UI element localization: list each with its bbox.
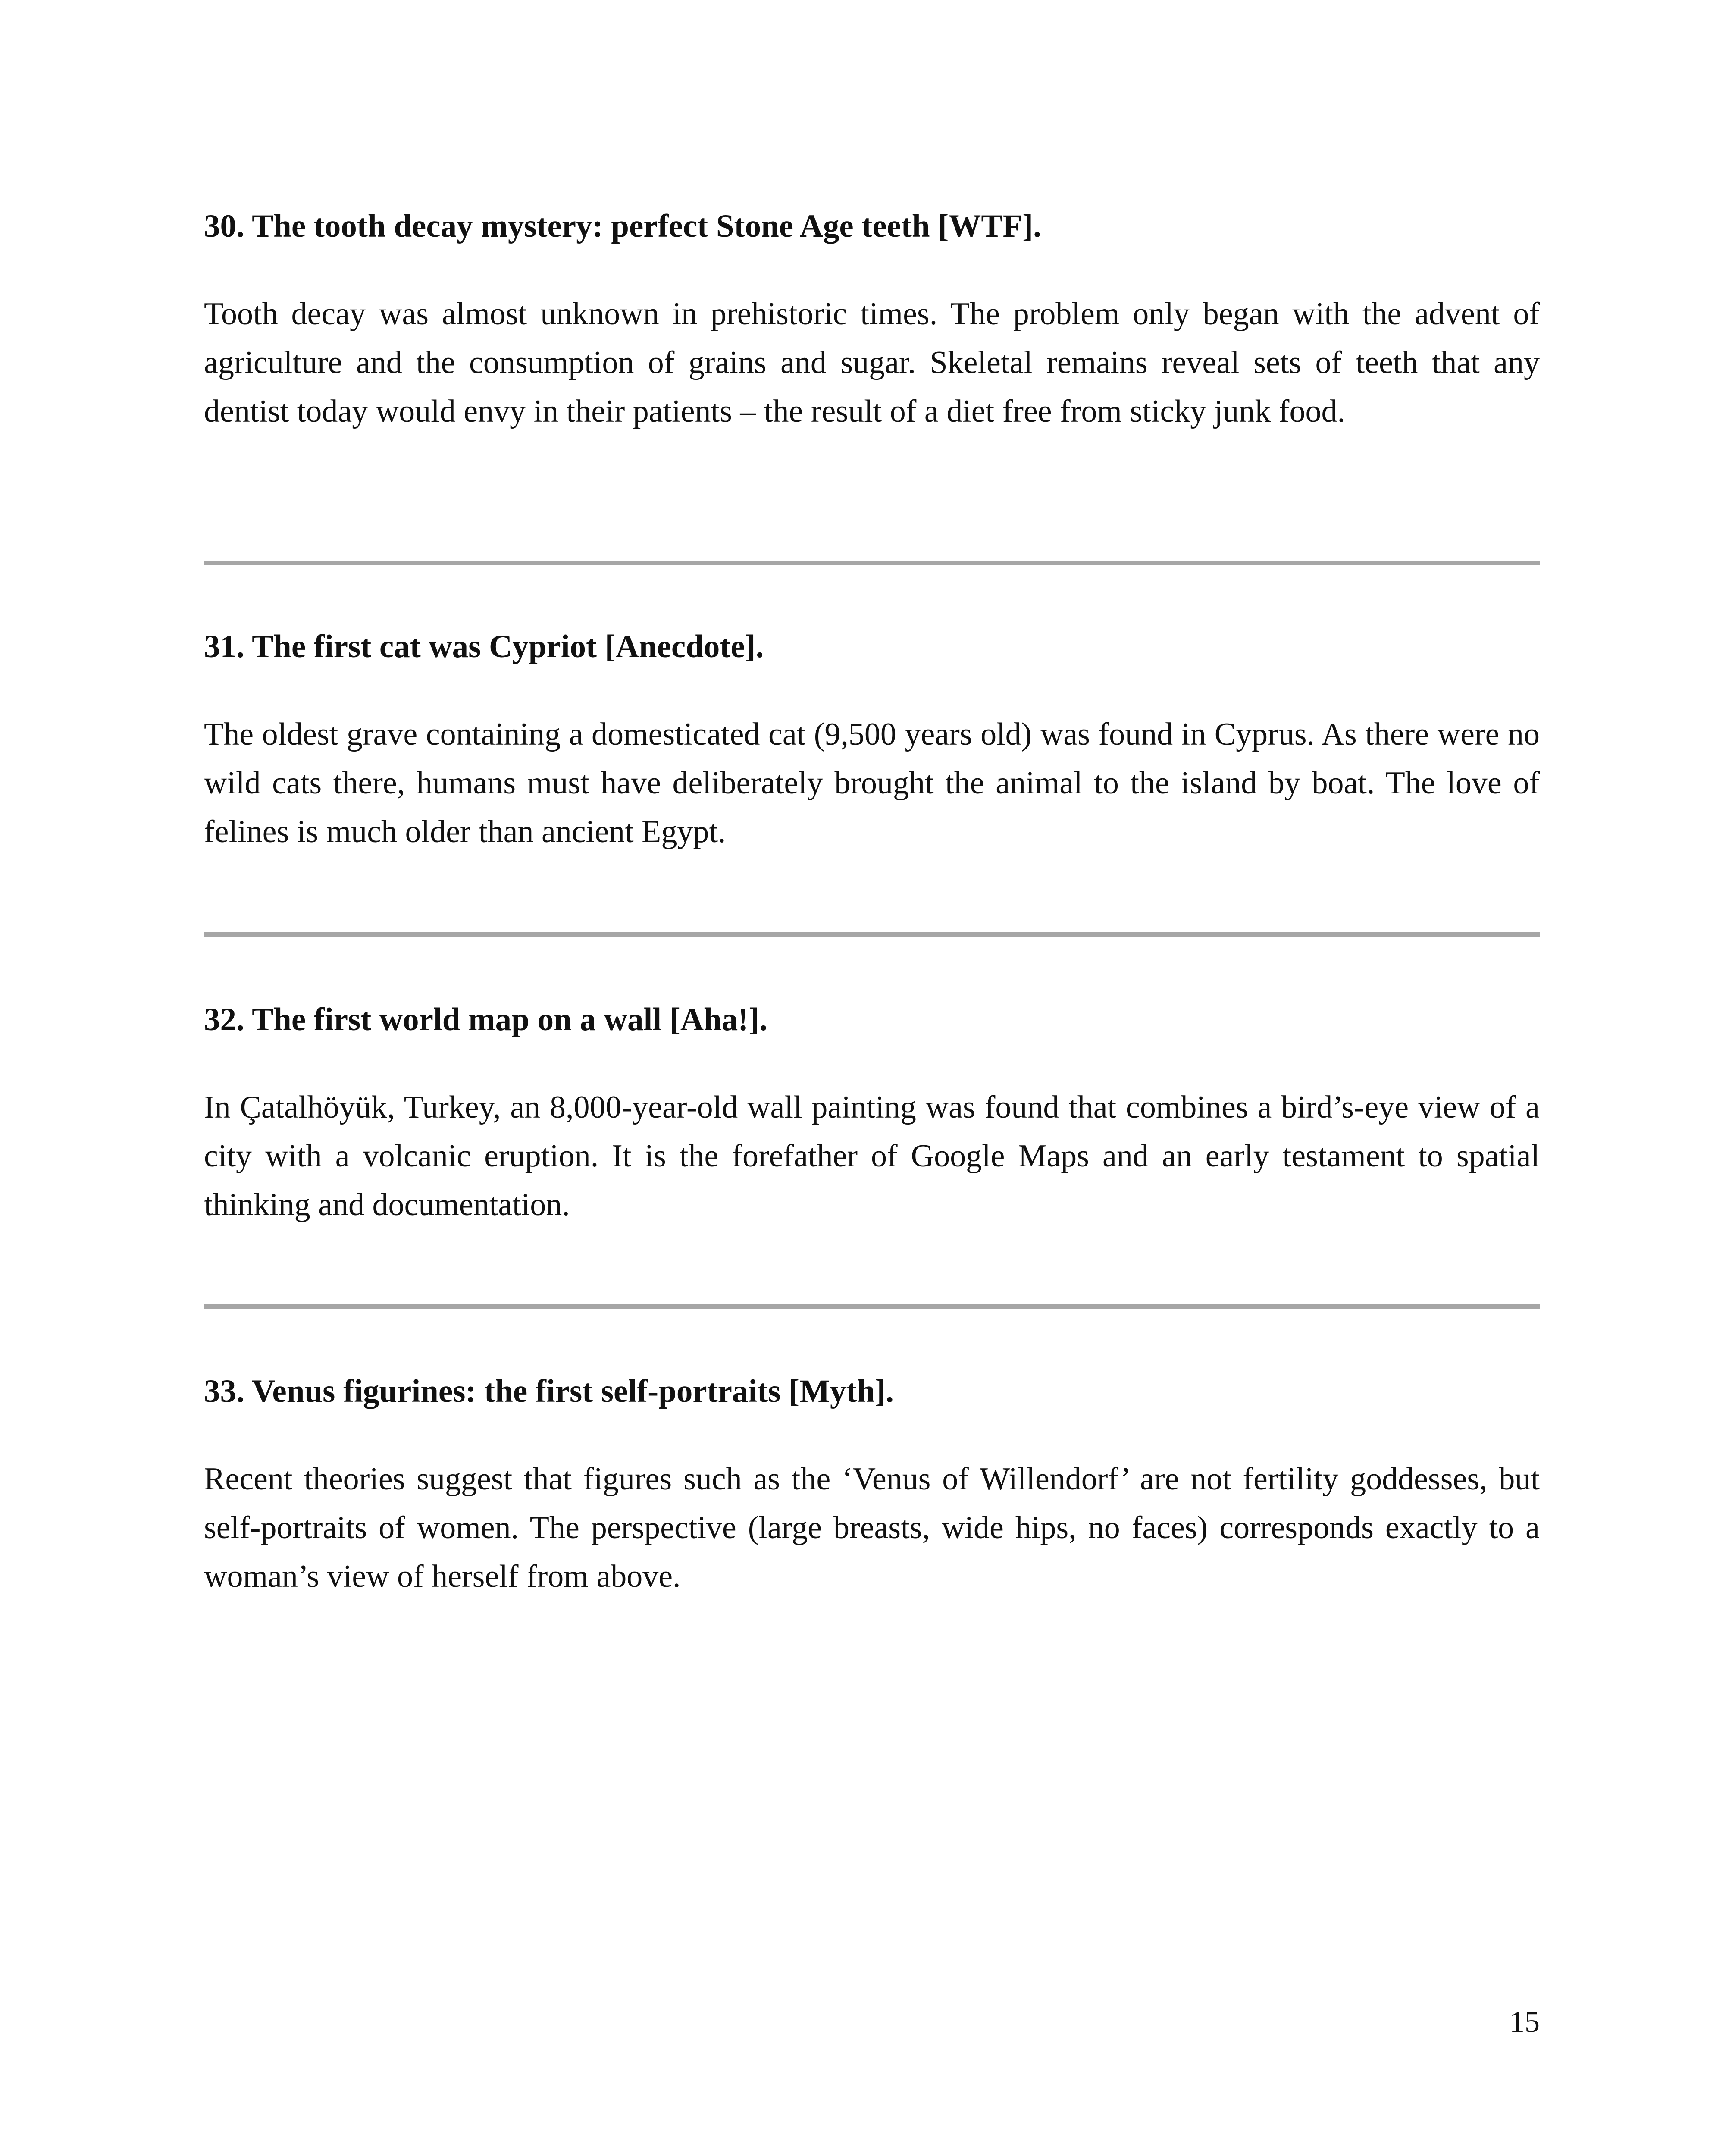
- section-body: In Çatalhöyük, Turkey, an 8,000-year-old wall painting was found that combines a bird’s-eye view of a city with a volcanic eruption. It is the forefather of Google Maps and an early testament to spatial thinking and documentation.: [204, 1090, 1540, 1222]
- section-32: [204, 1000, 1540, 1229]
- section-31: [204, 627, 1540, 856]
- section-heading: 33. Venus figurines: the first self-portraits [Myth].: [204, 1373, 894, 1409]
- section-heading: 30. The tooth decay mystery: perfect Stone Age teeth [WTF].: [204, 208, 1041, 244]
- page-number: 15: [1510, 2006, 1540, 2039]
- section-heading: 32. The first world map on a wall [Aha!].: [204, 1002, 767, 1037]
- section-body: Recent theories suggest that figures such as the ‘Venus of Willendorf’ are not fertility goddesses, but self-portraits of women. The perspective (large breasts, wide hips, no faces) corresponds exactly to a woman’s view of herself from above.: [204, 1461, 1540, 1594]
- section-33: [204, 1372, 1540, 1601]
- section-divider: [204, 932, 1540, 937]
- section-heading: 31. The first cat was Cypriot [Anecdote].: [204, 629, 764, 664]
- section-body: Tooth decay was almost unknown in prehistoric times. The problem only began with the advent of agriculture and the consumption of grains and sugar. Skeletal remains reveal sets of teeth that any dentist today would envy in their patients – the result of a diet free from sticky junk food.: [204, 296, 1540, 429]
- section-divider: [204, 1304, 1540, 1309]
- section-30: [204, 207, 1540, 436]
- section-divider: [204, 561, 1540, 565]
- document-page: [204, 0, 1540, 2156]
- section-body: The oldest grave containing a domesticated cat (9,500 years old) was found in Cyprus. As there were no wild cats there, humans must have deliberately brought the animal to the island by boat. The love of felines is much older than ancient Egypt.: [204, 717, 1540, 849]
